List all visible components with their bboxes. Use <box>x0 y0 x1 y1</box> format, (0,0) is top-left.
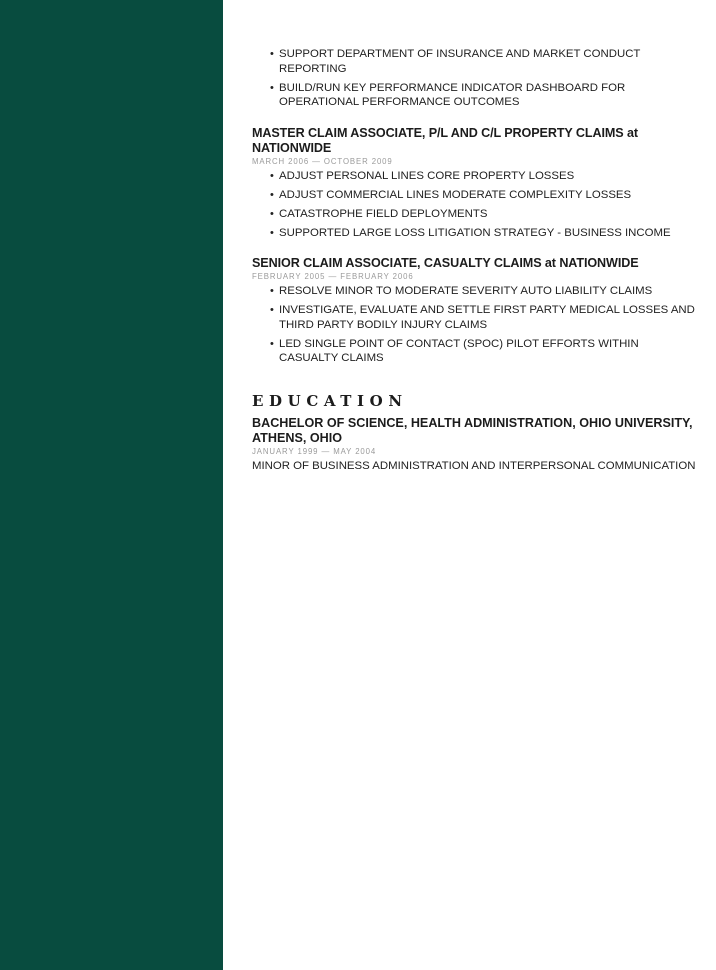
job-title: SENIOR CLAIM ASSOCIATE, CASUALTY CLAIMS at NATIONWIDE <box>252 256 639 270</box>
list-item: • ADJUST COMMERCIAL LINES MODERATE COMPLEXITY LOSSES <box>252 188 697 203</box>
sidebar-panel <box>0 0 223 970</box>
education-heading: EDUCATION <box>252 391 408 410</box>
education-note: MINOR OF BUSINESS ADMINISTRATION AND INTERPERSONAL COMMUNICATION <box>252 459 696 472</box>
job-dates: MARCH 2006 — OCTOBER 2009 <box>252 156 393 166</box>
list-item: • CATASTROPHE FIELD DEPLOYMENTS <box>252 207 697 222</box>
job-dates: FEBRUARY 2005 — FEBRUARY 2006 <box>252 272 414 281</box>
list-item: • INVESTIGATE, EVALUATE AND SETTLE FIRST PARTY MEDICAL LOSSES AND THIRD PARTY BODILY INJURY CLAIMS <box>252 303 697 332</box>
job-entry-senior-claim <box>252 256 697 366</box>
job-bullet-list <box>252 169 697 241</box>
resume-main-column <box>252 47 697 473</box>
list-item: • RESOLVE MINOR TO MODERATE SEVERITY AUTO LIABILITY CLAIMS <box>252 284 697 299</box>
list-item: • SUPPORT DEPARTMENT OF INSURANCE AND MARKET CONDUCT REPORTING <box>252 47 697 76</box>
list-item: • SUPPORTED LARGE LOSS LITIGATION STRATEGY - BUSINESS INCOME <box>252 226 697 241</box>
job-title: MASTER CLAIM ASSOCIATE, P/L AND C/L PROPERTY CLAIMS at NATIONWIDE <box>252 125 638 155</box>
job-bullet-list <box>252 284 697 366</box>
list-item: • BUILD/RUN KEY PERFORMANCE INDICATOR DASHBOARD FOR OPERATIONAL PERFORMANCE OUTCOMES <box>252 81 697 110</box>
list-item: • LED SINGLE POINT OF CONTACT (SPOC) PILOT EFFORTS WITHIN CASUALTY CLAIMS <box>252 337 697 366</box>
degree-title: BACHELOR OF SCIENCE, HEALTH ADMINISTRATION, OHIO UNIVERSITY, ATHENS, OHIO <box>252 415 693 445</box>
continued-bullet-list <box>252 47 697 110</box>
job-entry-master-claim <box>252 126 697 241</box>
education-dates: JANUARY 1999 — MAY 2004 <box>252 446 377 456</box>
list-item: • ADJUST PERSONAL LINES CORE PROPERTY LOSSES <box>252 169 697 184</box>
